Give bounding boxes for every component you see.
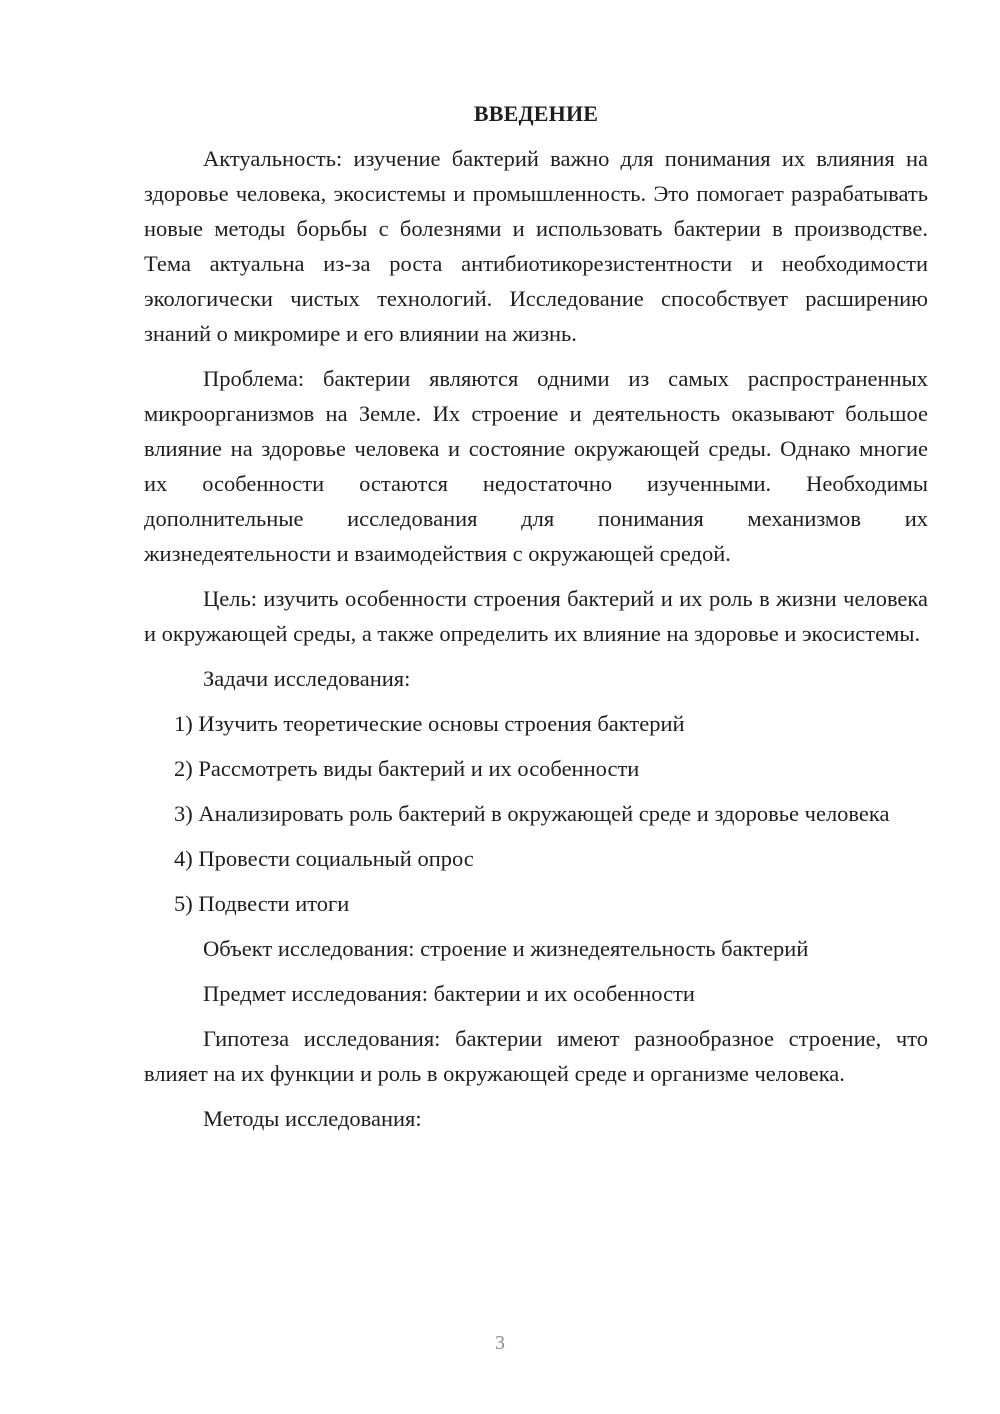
- page-title: ВВЕДЕНИЕ: [473, 101, 599, 126]
- task-item-3: 3) Анализировать роль бактерий в окружающей среде и здоровье человека: [174, 801, 890, 826]
- hypothesis-paragraph: Гипотеза исследования: бактерии имеют разнообразное строение, что влияет на их функции и роль в окружающей среде и организме человека.: [144, 1026, 928, 1086]
- task-item-2: 2) Рассмотреть виды бактерий и их особенности: [174, 756, 640, 781]
- page-number: 3: [495, 1332, 505, 1354]
- object-paragraph: Объект исследования: строение и жизнедеятельность бактерий: [203, 936, 809, 961]
- tasks-heading: Задачи исследования:: [203, 666, 411, 691]
- goal-paragraph: Цель: изучить особенности строения бактерий и их роль в жизни человека и окружающей среды, а также определить их влияние на здоровье и экосистемы.: [144, 586, 928, 646]
- task-item-5: 5) Подвести итоги: [174, 891, 350, 916]
- task-item-4: 4) Провести социальный опрос: [174, 846, 474, 871]
- document-page: [144, 96, 928, 1146]
- task-item-1: 1) Изучить теоретические основы строения бактерий: [174, 711, 685, 736]
- subject-paragraph: Предмет исследования: бактерии и их особенности: [203, 981, 695, 1006]
- relevance-paragraph: Актуальность: изучение бактерий важно для понимания их влияния на здоровье человека, экосистемы и промышленность. Это помогает разрабатывать новые методы борьбы с болезнями и использовать бактерии в производстве. Тема актуальна из-за роста антибиотикорезистентности и необходимости экологически чистых технологий. Исследование способствует расширению знаний о микромире и его влиянии на жизнь.: [144, 146, 928, 346]
- methods-heading: Методы исследования:: [203, 1106, 422, 1131]
- problem-paragraph: Проблема: бактерии являются одними из самых распространенных микроорганизмов на Земле. Их строение и деятельность оказывают большое влияние на здоровье человека и состояние окружающей среды. Однако многие их особенности остаются недостаточно изученными. Необходимы дополнительные исследования для понимания механизмов их жизнедеятельности и взаимодействия с окружающей средой.: [144, 366, 928, 566]
